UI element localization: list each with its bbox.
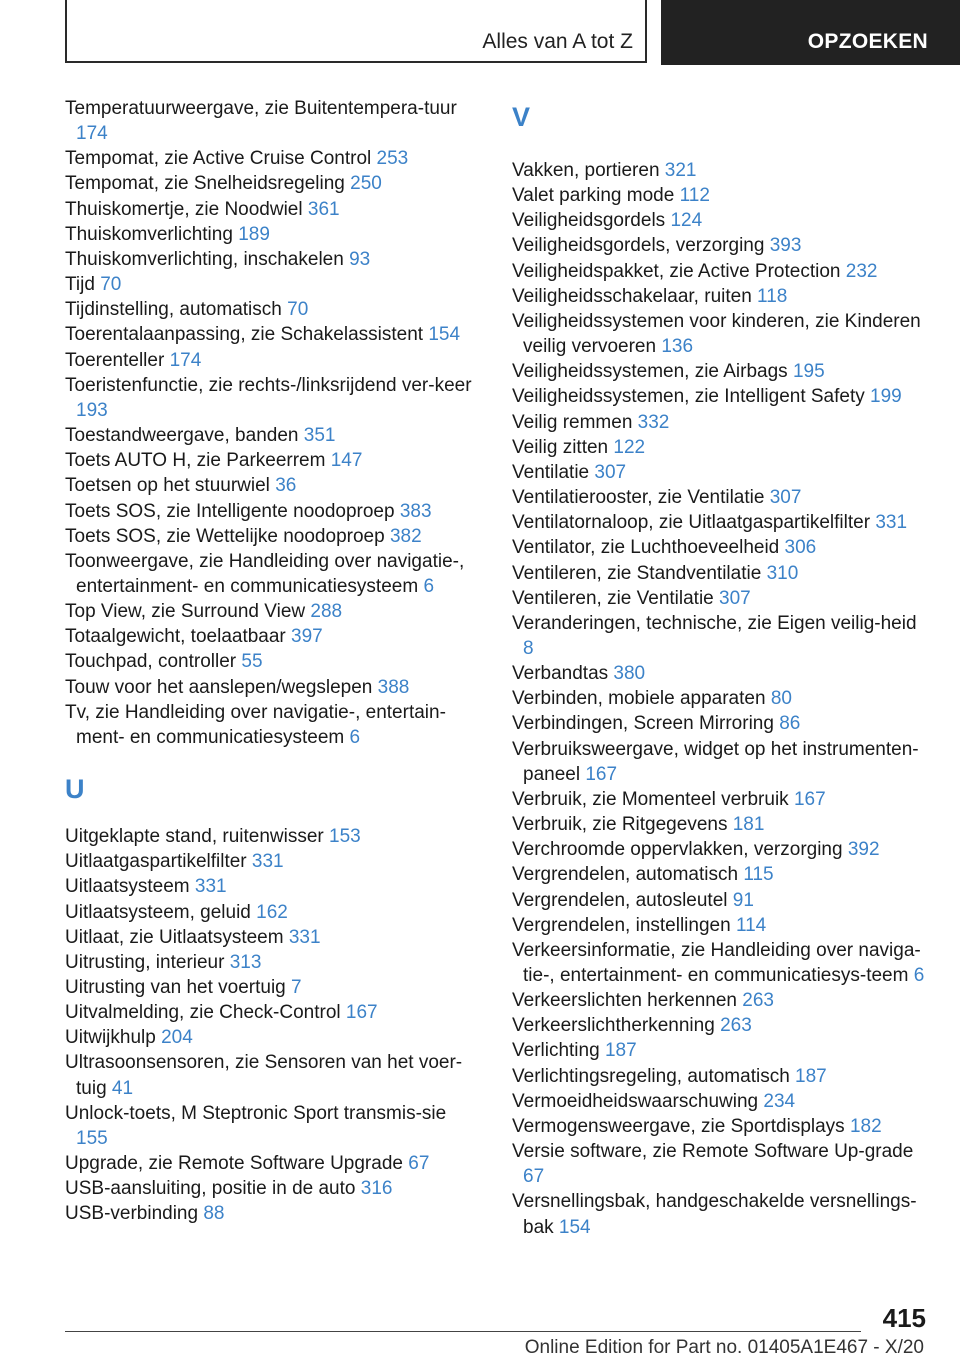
index-entry-text: Toonweergave, zie Handleiding over navigatie-, entertainment- en communicatiesysteem	[65, 550, 465, 597]
index-entry	[65, 423, 475, 448]
index-entry	[512, 1064, 932, 1089]
index-entry-text: Uitrusting van het voertuig	[65, 977, 286, 998]
page-reference-link[interactable]: 392	[847, 839, 880, 861]
index-entry	[512, 787, 932, 812]
page-reference-link[interactable]: 380	[613, 663, 646, 685]
page-reference-link[interactable]: 193	[76, 399, 108, 421]
page-reference-link[interactable]: 195	[792, 361, 825, 383]
index-letter-u: U	[65, 774, 85, 805]
index-entry	[512, 259, 932, 284]
index-entry	[65, 348, 475, 373]
index-entry-text: Veiligheidspakket, zie Active Protection	[512, 260, 841, 282]
index-entry-text: Ventilatornaloop, zie Uitlaatgaspartikelfilter	[512, 512, 871, 534]
index-entry	[512, 435, 932, 460]
section-tab-label: Alles van A tot Z	[482, 30, 633, 53]
page-reference-link[interactable]: 154	[558, 1216, 591, 1238]
page-reference-link[interactable]: 147	[330, 450, 363, 472]
page-reference-link[interactable]: 70	[287, 299, 309, 321]
index-column-left	[65, 96, 475, 1227]
page-reference-link[interactable]: 67	[408, 1153, 430, 1175]
index-entry	[512, 1089, 932, 1114]
page-reference-link[interactable]: 112	[679, 185, 710, 207]
index-entry-text: Verlichting	[512, 1040, 600, 1062]
page-reference-link[interactable]: 8	[523, 637, 534, 659]
index-entry	[65, 473, 475, 498]
page-reference-link[interactable]: 393	[769, 235, 802, 257]
index-entry	[512, 661, 932, 686]
index-entry	[65, 549, 475, 599]
index-entry-text: Uitlaatsysteem	[65, 876, 190, 898]
index-entry-text: Veiligheidssystemen, zie Intelligent Safety	[512, 386, 865, 408]
page-reference-link[interactable]: 6	[913, 965, 925, 986]
page-reference-link[interactable]: 167	[585, 763, 618, 785]
index-entry-text: Vergrendelen, automatisch	[512, 864, 739, 886]
index-entry-text: Totaalgewicht, toelaatbaar	[65, 626, 286, 648]
index-entry	[65, 96, 475, 146]
index-entry	[65, 599, 475, 624]
page-reference-link[interactable]: 155	[76, 1127, 108, 1149]
index-entry	[512, 359, 932, 384]
index-entry	[512, 535, 932, 560]
index-entry	[65, 1025, 475, 1050]
index-entry	[65, 499, 475, 524]
index-entry-text: Ventilator, zie Luchthoeveelheid	[512, 537, 780, 559]
index-entry-text: Verbruiksweergave, widget op het instrumenten-paneel	[512, 738, 919, 785]
index-entry	[512, 586, 932, 611]
page-reference-link[interactable]: 388	[377, 676, 410, 698]
index-entry	[512, 1013, 932, 1038]
index-entry	[65, 373, 475, 423]
edition-footer: Online Edition for Part no. 01405A1E467 - X/20	[524, 1337, 924, 1358]
index-entry-text: Versie software, zie Remote Software Up-grade	[512, 1141, 914, 1163]
index-entry	[512, 737, 932, 787]
page-reference-link[interactable]: 80	[770, 688, 792, 710]
index-entry	[512, 1189, 932, 1239]
page-reference-link[interactable]: 306	[784, 537, 817, 559]
index-entry	[512, 485, 932, 510]
index-entry-text: Toets AUTO H, zie Parkeerrem	[65, 450, 326, 472]
page-reference-link[interactable]: 331	[194, 876, 227, 898]
index-column-right	[512, 96, 932, 1240]
index-entry	[65, 975, 475, 1000]
page-reference-link[interactable]: 332	[637, 411, 670, 433]
index-entry-text: Thuiskomertje, zie Noodwiel	[65, 198, 303, 220]
page-reference-link[interactable]: 307	[594, 461, 627, 483]
index-entry-text: Toetsen op het stuurwiel	[65, 475, 270, 497]
index-entry-text: Verlichtingsregeling, automatisch	[512, 1065, 790, 1087]
page-reference-link[interactable]: 6	[423, 575, 435, 597]
index-entry	[65, 675, 475, 700]
index-entry	[65, 624, 475, 649]
page-reference-link[interactable]: 351	[303, 425, 336, 447]
index-group-u	[65, 824, 475, 1227]
index-entry	[512, 611, 932, 661]
index-entry-text: Toerentalaanpassing, zie Schakelassistent	[65, 324, 424, 346]
index-entry	[65, 824, 475, 849]
page-reference-link[interactable]: 7	[291, 977, 302, 998]
page-reference-link[interactable]: 136	[661, 336, 694, 358]
index-entry	[512, 384, 932, 409]
index-entry	[512, 410, 932, 435]
index-entry	[512, 686, 932, 711]
page-reference-link[interactable]: 153	[329, 826, 361, 848]
index-entry-text: Veranderingen, technische, zie Eigen veilig-heid	[512, 612, 917, 634]
index-entry-text: Uitlaat, zie Uitlaatsysteem	[65, 926, 284, 948]
index-entry-text: Verbindingen, Screen Mirroring	[512, 713, 774, 735]
page-reference-link[interactable]: 6	[349, 726, 361, 748]
index-entry-text: Uitvalmelding, zie Check-Control	[65, 1002, 341, 1024]
page-reference-link[interactable]: 232	[845, 260, 878, 282]
index-entry	[65, 146, 475, 171]
index-entry	[512, 460, 932, 485]
index-entry-text: Top View, zie Surround View	[65, 601, 306, 623]
index-entry-text: Unlock-toets, M Steptronic Sport transmis-sie	[65, 1102, 447, 1124]
index-entry	[65, 197, 475, 222]
index-entry-text: Thuiskomverlichting	[65, 223, 233, 245]
index-entry-text: Vergrendelen, autosleutel	[512, 889, 728, 911]
page-reference-link[interactable]: 316	[360, 1178, 393, 1200]
page-reference-link[interactable]: 162	[256, 901, 288, 923]
index-entry	[512, 812, 932, 837]
index-entry-text: Ventilatie	[512, 461, 590, 483]
chapter-tab-label: OPZOEKEN	[807, 30, 928, 53]
index-entry-text: Veiligheidsschakelaar, ruiten	[512, 285, 752, 307]
index-entry	[512, 183, 932, 208]
index-entry	[512, 913, 932, 938]
index-entry	[65, 900, 475, 925]
page-reference-link[interactable]: 288	[310, 601, 343, 623]
page-reference-link[interactable]: 93	[349, 248, 371, 270]
index-entry	[512, 988, 932, 1013]
index-entry	[65, 222, 475, 247]
page-reference-link[interactable]: 361	[307, 198, 340, 220]
index-entry	[65, 950, 475, 975]
index-entry-text: Verkeerslichten herkennen	[512, 990, 737, 1012]
index-entry	[65, 649, 475, 674]
page-reference-link[interactable]: 187	[604, 1040, 637, 1062]
index-entry	[512, 1139, 932, 1189]
index-entry	[512, 837, 932, 862]
index-entry-text: Verkeersinformatie, zie Handleiding over naviga-tie-, entertainment- en communicatiesys-teem	[512, 939, 921, 986]
index-entry-text: Tempomat, zie Active Cruise Control	[65, 148, 372, 170]
page-header	[0, 0, 960, 66]
index-entry-text: Toestandweergave, banden	[65, 425, 299, 447]
index-entry-text: Veilig remmen	[512, 411, 633, 433]
index-entry-text: Veiligheidsgordels, verzorging	[512, 235, 765, 257]
index-group-v	[512, 158, 932, 1240]
page-reference-link[interactable]: 307	[769, 487, 802, 509]
index-entry-text: Temperatuurweergave, zie Buitentempera-tuur	[65, 98, 457, 119]
index-entry	[65, 874, 475, 899]
page-reference-link[interactable]: 397	[291, 626, 323, 648]
index-entry	[512, 938, 932, 988]
page-reference-link[interactable]: 310	[766, 562, 799, 584]
index-entry-text: Vermoeidheidswaarschuwing	[512, 1090, 759, 1112]
index-entry-text: Toeristenfunctie, zie rechts-/linksrijdend ver-keer	[65, 374, 472, 396]
index-entry	[65, 247, 475, 272]
page-reference-link[interactable]: 331	[875, 512, 908, 534]
index-entry	[512, 711, 932, 736]
index-entry-text: USB-verbinding	[65, 1203, 199, 1225]
index-entry-text: Tijd	[65, 274, 95, 296]
index-entry	[65, 171, 475, 196]
index-entry-text: Veiligheidsgordels	[512, 210, 666, 232]
index-entry-text: USB-aansluiting, positie in de auto	[65, 1178, 356, 1200]
page-reference-link[interactable]: 115	[743, 864, 774, 886]
page-reference-link[interactable]: 263	[742, 990, 774, 1012]
page-reference-link[interactable]: 382	[389, 525, 422, 547]
index-entry	[65, 297, 475, 322]
index-entry	[512, 158, 932, 183]
page-reference-link[interactable]: 174	[76, 123, 108, 145]
chapter-tab[interactable]	[661, 0, 960, 65]
page-reference-link[interactable]: 182	[849, 1115, 882, 1137]
index-entry-text: Toets SOS, zie Intelligente noodoproep	[65, 500, 395, 522]
page-reference-link[interactable]: 253	[376, 148, 409, 170]
index-entry-text: Tijdinstelling, automatisch	[65, 299, 282, 321]
index-entry-text: Uitlaatgaspartikelfilter	[65, 851, 247, 873]
index-entry	[65, 1176, 475, 1201]
index-entry-text: Verbruik, zie Momenteel verbruik	[512, 788, 789, 810]
index-entry-text: Ventilatierooster, zie Ventilatie	[512, 487, 765, 509]
index-entry-text: Ventileren, zie Standventilatie	[512, 562, 762, 584]
index-entry	[65, 1050, 475, 1100]
index-entry-text: Uitrusting, interieur	[65, 951, 225, 973]
index-entry	[65, 448, 475, 473]
page-reference-link[interactable]: 118	[757, 285, 788, 307]
index-entry-text: Vakken, portieren	[512, 160, 660, 181]
index-entry	[512, 309, 932, 359]
index-entry-text: Uitlaatsysteem, geluid	[65, 901, 251, 923]
page-reference-link[interactable]: 234	[763, 1090, 796, 1112]
index-entry-text: Tv, zie Handleiding over navigatie-, entertain-ment- en communicatiesysteem	[65, 701, 446, 748]
index-entry	[65, 1151, 475, 1176]
index-entry	[512, 208, 932, 233]
page-reference-link[interactable]: 114	[735, 914, 767, 936]
page-reference-link[interactable]: 167	[345, 1002, 378, 1024]
index-entry-text: Tempomat, zie Snelheidsregeling	[65, 173, 345, 195]
index-entry	[512, 1114, 932, 1139]
index-entry-text: Versnellingsbak, handgeschakelde versnellings-bak	[512, 1191, 917, 1238]
index-entry	[65, 272, 475, 297]
footer-divider	[65, 1331, 861, 1332]
page-reference-link[interactable]: 67	[523, 1166, 545, 1188]
section-tab[interactable]	[65, 0, 647, 63]
page-reference-link[interactable]: 307	[719, 587, 751, 609]
index-entry	[65, 1201, 475, 1226]
index-entry	[65, 322, 475, 347]
page-reference-link[interactable]: 313	[229, 951, 262, 973]
index-entry	[65, 524, 475, 549]
index-entry-text: Vermogensweergave, zie Sportdisplays	[512, 1115, 845, 1137]
index-group-t	[65, 96, 475, 750]
index-entry-text: Vergrendelen, instellingen	[512, 914, 731, 936]
index-entry-text: Verkeerslichtherkenning	[512, 1015, 715, 1037]
page-reference-link[interactable]: 55	[241, 651, 263, 673]
index-entry-text: Thuiskomverlichting, inschakelen	[65, 248, 344, 270]
index-entry	[512, 233, 932, 258]
index-entry-text: Touchpad, controller	[65, 651, 237, 673]
index-entry-text: Toets SOS, zie Wettelijke noodoproep	[65, 525, 385, 547]
page-reference-link[interactable]: 154	[428, 324, 461, 346]
index-entry	[65, 1101, 475, 1151]
index-entry	[65, 849, 475, 874]
index-entry	[65, 700, 475, 750]
index-entry-text: Uitgeklapte stand, ruitenwisser	[65, 826, 324, 848]
index-entry	[512, 510, 932, 535]
page-reference-link[interactable]: 181	[732, 814, 765, 836]
page-reference-link[interactable]: 321	[664, 160, 697, 181]
index-entry-text: Verbinden, mobiele apparaten	[512, 688, 766, 710]
index-entry-text: Verbandtas	[512, 663, 609, 685]
page-reference-link[interactable]: 331	[288, 926, 321, 948]
page-reference-link[interactable]: 70	[100, 274, 122, 296]
index-entry-text: Verbruik, zie Ritgegevens	[512, 814, 728, 836]
index-entry-text: Verchroomde oppervlakken, verzorging	[512, 839, 843, 861]
index-entry	[512, 561, 932, 586]
index-entry-text: Uitwijkhulp	[65, 1027, 156, 1049]
index-entry-text: Veiligheidssystemen, zie Airbags	[512, 361, 788, 383]
index-entry-text: Touw voor het aanslepen/wegslepen	[65, 676, 373, 698]
page-reference-link[interactable]: 331	[251, 851, 284, 873]
page-reference-link[interactable]: 88	[203, 1203, 225, 1225]
page-reference-link[interactable]: 383	[399, 500, 432, 522]
index-entry-text: Ultrasoonsensoren, zie Sensoren van het voer-tuig	[65, 1052, 463, 1099]
index-entry	[512, 862, 932, 887]
index-entry	[65, 925, 475, 950]
index-entry-text: Veiligheidssystemen voor kinderen, zie Kinderen veilig vervoeren	[512, 310, 921, 358]
page-reference-link[interactable]: 250	[350, 173, 382, 195]
page-reference-link[interactable]: 167	[793, 788, 826, 810]
page-reference-link[interactable]: 204	[161, 1027, 193, 1049]
index-entry	[512, 888, 932, 913]
page-reference-link[interactable]: 189	[238, 223, 270, 245]
page-reference-link[interactable]: 86	[779, 713, 801, 735]
index-entry-text: Upgrade, zie Remote Software Upgrade	[65, 1153, 403, 1175]
page-reference-link[interactable]: 36	[275, 475, 297, 497]
page-reference-link[interactable]: 124	[670, 210, 703, 232]
page-number: 415	[882, 1303, 926, 1333]
page-reference-link[interactable]: 41	[111, 1077, 134, 1099]
index-entry	[512, 1038, 932, 1063]
page-reference-link[interactable]: 91	[732, 889, 754, 911]
index-entry	[512, 284, 932, 309]
index-entry-text: Ventileren, zie Ventilatie	[512, 587, 714, 609]
page-reference-link[interactable]: 174	[169, 349, 202, 371]
page-reference-link[interactable]: 263	[720, 1015, 752, 1037]
page-reference-link[interactable]: 122	[613, 436, 646, 458]
page-reference-link[interactable]: 187	[795, 1065, 827, 1087]
index-letter-v: V	[512, 102, 531, 132]
index-entry-text: Veilig zitten	[512, 436, 609, 458]
index-entry	[65, 1000, 475, 1025]
index-entry-text: Toerenteller	[65, 349, 165, 371]
page-reference-link[interactable]: 199	[870, 386, 902, 408]
index-entry-text: Valet parking mode	[512, 185, 675, 207]
